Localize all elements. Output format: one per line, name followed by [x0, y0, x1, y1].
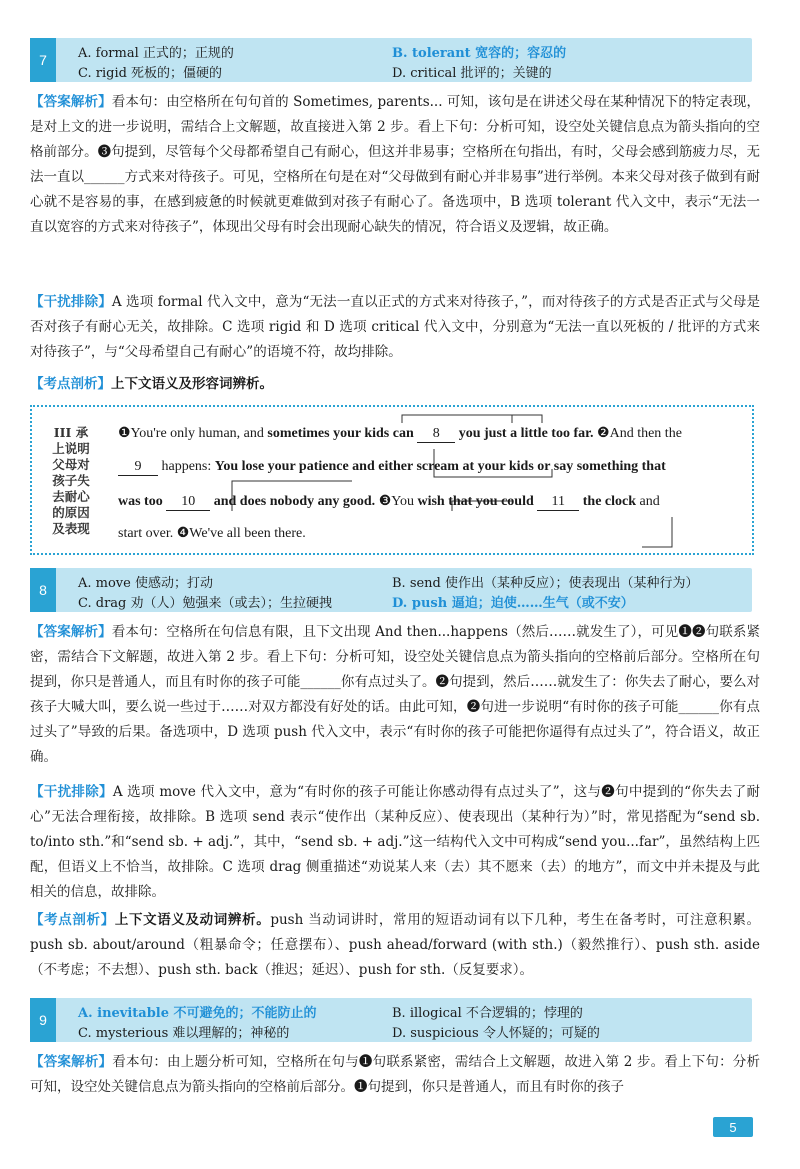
line3-f: and — [639, 494, 660, 509]
q9-option-d: D. suspicious 令人怀疑的；可疑的 — [392, 1026, 600, 1041]
q7-option-a: A. formal 正式的；正规的 — [78, 46, 234, 61]
line3-e: the clock — [582, 494, 637, 509]
q8-analysis — [30, 620, 760, 770]
q7-exclude — [30, 290, 760, 365]
q9-options-bar — [30, 998, 752, 1042]
q7-point — [30, 372, 760, 397]
line2-a: happens: — [161, 459, 212, 474]
blank-11[interactable]: 11 — [537, 494, 579, 511]
q7-exclude-text: A 选项 formal 代入文中，意为“无法一直以正式的方式来对待孩子，”，而对待孩子的方式是否正式与父母是否对孩子有耐心无关，故排除。C 选项 rigid 和 D 选项 critical 代入文中，分别意为“无法一直以死板的 / 批评的方式来对待孩子”，与“父母希望自己有耐心”的语境不符，故均排除。 — [30, 294, 760, 360]
line1-a: ❶You're only human, and — [118, 426, 264, 441]
q8-number: 8 — [30, 568, 56, 612]
q8-point-tag: 【考点剖析】 — [30, 912, 115, 928]
q8-analysis-tag: 【答案解析】 — [30, 624, 112, 640]
q8-point — [30, 908, 760, 983]
line3-b: and does nobody any good. — [213, 494, 376, 509]
q9-option-c: C. mysterious 难以理解的；神秘的 — [78, 1026, 290, 1041]
blank-10[interactable]: 10 — [166, 494, 210, 511]
passage-side-label: III 承上说明父母对孩子失去耐心的原因及表现 — [52, 425, 90, 536]
q7-exclude-tag: 【干扰排除】 — [30, 294, 112, 310]
line1-d: ❷And then the — [597, 426, 682, 441]
passage-line-3 — [118, 493, 660, 511]
q8-point-text: push 当动词讲时，常用的短语动词有以下几种，考生在备考时，可注意积累。push sb. about/around（粗暴命令；任意摆布）、push ahead/forward (with sth.)（毅然推行）、push sth. aside（不考虑；不去想）、push sth. back（推迟；延迟）、push for sth.（反复要求）。 — [30, 912, 761, 978]
q7-option-c: C. rigid 死板的；僵硬的 — [78, 66, 223, 81]
q8-analysis-text: 看本句：空格所在句信息有限，且下文出现 And then...happens（然后……就发生了），可见❶❷句联系紧密，需结合下文解题，故进入第 2 步。看上下句：分析可知，设空处关键信息点为箭头指向的空格前后部分。空格所在句提到，你只是普通人，而且有时你的孩子可能______你有点过头了。❷句提到，然后……就发生了：你失去了耐心，要么对孩子大喊大叫，要么说一些过于……对双方都没有好处的话。由此可知，❷句进一步说明“有时你的孩子可能______你有点过头了”导致的后果。备选项中，D 选项 push 代入文中，表示“有时你的孩子可能把你逼得有点过头了”，符合语义，故正确。 — [30, 624, 761, 765]
q7-options-bar — [30, 38, 752, 82]
q7-option-d: D. critical 批评的；关键的 — [392, 66, 552, 81]
q7-number: 7 — [30, 38, 56, 82]
passage-line-1 — [118, 425, 682, 443]
q9-option-a: A. inevitable 不可避免的；不能防止的 — [78, 1006, 317, 1021]
q8-option-a: A. move 使感动；打动 — [78, 576, 213, 591]
q9-analysis — [30, 1050, 760, 1100]
q8-options-bar — [30, 568, 752, 612]
line1-b: sometimes your kids can — [267, 426, 414, 441]
q9-option-b: B. illogical 不合逻辑的；悖理的 — [392, 1006, 583, 1021]
q9-number: 9 — [30, 998, 56, 1042]
line3-c: ❸You — [378, 494, 414, 509]
q8-option-b: B. send 使作出（某种反应）；使表现出（某种行为） — [392, 576, 699, 591]
q9-analysis-tag: 【答案解析】 — [30, 1054, 113, 1070]
blank-8[interactable]: 8 — [417, 426, 455, 443]
q8-exclude-text: A 选项 move 代入文中，意为“有时你的孩子可能让你感动得有点过头了”，这与❷句中提到的“你失去了耐心”无法合理衔接，故排除。B 选项 send 表示“使作出（某种反应）、使表现出（某种行为）”时，常见搭配为“send sb. to/into sth.”和“send sb. + adj.”，其中，“send sb. + adj.”这一结构代入文中可构成“send you...far”，虽然结构上匹配，但语义上不恰当，故排除。C 选项 drag 侧重描述“劝说某人来（去）其不愿来（去）的地方”，而文中并未提及与此相关的信息，故排除。 — [30, 784, 761, 900]
q8-exclude — [30, 780, 760, 905]
q8-exclude-tag: 【干扰排除】 — [30, 784, 113, 800]
line3-a: was too — [118, 494, 163, 509]
page-number: 5 — [713, 1117, 753, 1137]
q7-point-text: 上下文语义及形容词辨析。 — [111, 376, 273, 392]
q8-option-c: C. drag 劝（人）勉强来（或去）；生拉硬拽 — [78, 596, 332, 611]
line1-c: you just a little too far. — [458, 426, 594, 441]
q7-analysis-text: 看本句：由空格所在句句首的 Sometimes, parents... 可知，该句是在讲述父母在某种情况下的特定表现，是对上文的进一步说明，需结合上文解题，故直接进入第 2 步。看上下句：分析可知，设空处关键信息点为箭头指向的空格前部分。❸句提到，尽管每个父母都希望自己有耐心，但这并非易事；空格所在句指出，有时，父母会感到筋疲力尽，无法一直以______方式来对待孩子。可见，空格所在句是在对“父母做到有耐心并非易事”进行举例。本来父母对孩子做到有耐心就不是容易的事，在感到疲惫的时候就更难做到对孩子有耐心了。备选项中，B 选项 tolerant 代入文中，表示“无法一直以宽容的方式来对待孩子”，体现出父母有时会出现耐心缺失的情况，符合语义及逻辑，故正确。 — [30, 94, 760, 235]
line3-d: wish that you could — [417, 494, 534, 509]
q7-point-tag: 【考点剖析】 — [30, 376, 111, 392]
q8-option-d: D. push 逼迫；迫使……生气（或不安） — [392, 596, 634, 611]
q9-analysis-text: 看本句：由上题分析可知，空格所在句与❶句联系紧密，需结合上文解题，故进入第 2 步。看上下句：分析可知，设空处关键信息点为箭头指向的空格前后部分。❶句提到，你只是普通人，而且有时你的孩子 — [30, 1054, 761, 1095]
passage-line-4: start over. ❹We've all been there. — [118, 526, 306, 541]
q8-point-bold: 上下文语义及动词辨析。 — [114, 912, 271, 928]
line2-b: You lose your patience and either scream at your kids or say something that — [214, 459, 666, 474]
q7-analysis — [30, 90, 760, 240]
passage-box — [30, 405, 754, 555]
passage-line-2 — [118, 459, 666, 476]
blank-9[interactable]: 9 — [118, 459, 158, 476]
q7-option-b: B. tolerant 宽容的；容忍的 — [392, 46, 567, 61]
q7-analysis-tag: 【答案解析】 — [30, 94, 112, 110]
